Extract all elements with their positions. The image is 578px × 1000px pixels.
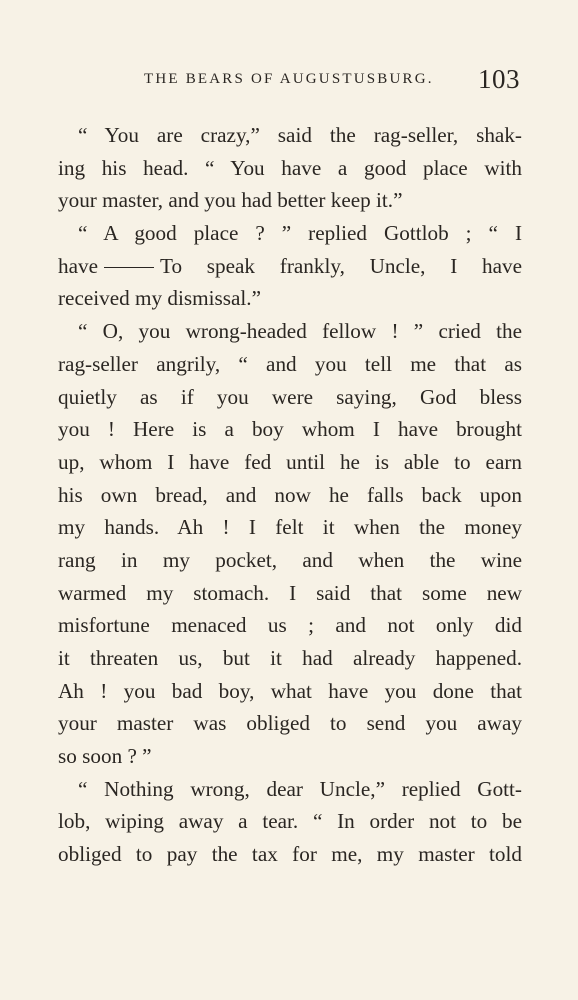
text-line: warmed my stomach. I said that some new	[58, 580, 522, 605]
text-line: misfortune menaced us ; and not only did	[58, 613, 522, 638]
text-line: rang in my pocket, and when the wine	[58, 547, 522, 572]
text-line: your master, and you had better keep it.”	[58, 188, 403, 213]
text-line: up, whom I have fed until he is able to earn	[58, 449, 522, 474]
text-line: so soon ? ”	[58, 744, 152, 769]
text-line: “ You are crazy,” said the rag-seller, shak-	[78, 123, 522, 147]
text-line: rag-seller angrily, “ and you tell me that as	[58, 351, 522, 376]
text-line: “ A good place ? ” replied Gottlob ; “ I	[78, 221, 522, 246]
text-line: your master was obliged to send you away	[58, 711, 522, 736]
text-line: lob, wiping away a tear. “ In order not to be	[58, 809, 522, 834]
text-line: his own bread, and now he falls back upon	[58, 482, 522, 507]
body-text	[58, 119, 522, 871]
text-line: you ! Here is a boy whom I have brought	[58, 417, 522, 442]
text-line: “ Nothing wrong, dear Uncle,” replied Gott-	[78, 776, 522, 801]
text-line-with-dash	[58, 250, 522, 283]
page-number: 103	[478, 64, 520, 94]
em-dash-rule	[104, 267, 154, 268]
text-line: quietly as if you were saying, God bless	[58, 384, 522, 409]
text-line: ing his head. “ You have a good place with	[58, 155, 522, 180]
running-title: THE BEARS OF AUGUSTUSBURG.	[144, 71, 434, 87]
text-line: “ O, you wrong-headed fellow ! ” cried the	[78, 319, 522, 344]
text-line: my hands. Ah ! I felt it when the money	[58, 515, 522, 540]
text-line: obliged to pay the tax for me, my master told	[58, 842, 522, 867]
text-line: received my dismissal.”	[58, 286, 261, 311]
text-line: it threaten us, but it had already happened.	[58, 646, 522, 670]
running-head	[58, 64, 522, 94]
text-line: Ah ! you bad boy, what have you done that	[58, 678, 522, 703]
text-segment: To speak frankly, Uncle, I have	[160, 253, 522, 278]
text-segment: have	[58, 253, 98, 278]
